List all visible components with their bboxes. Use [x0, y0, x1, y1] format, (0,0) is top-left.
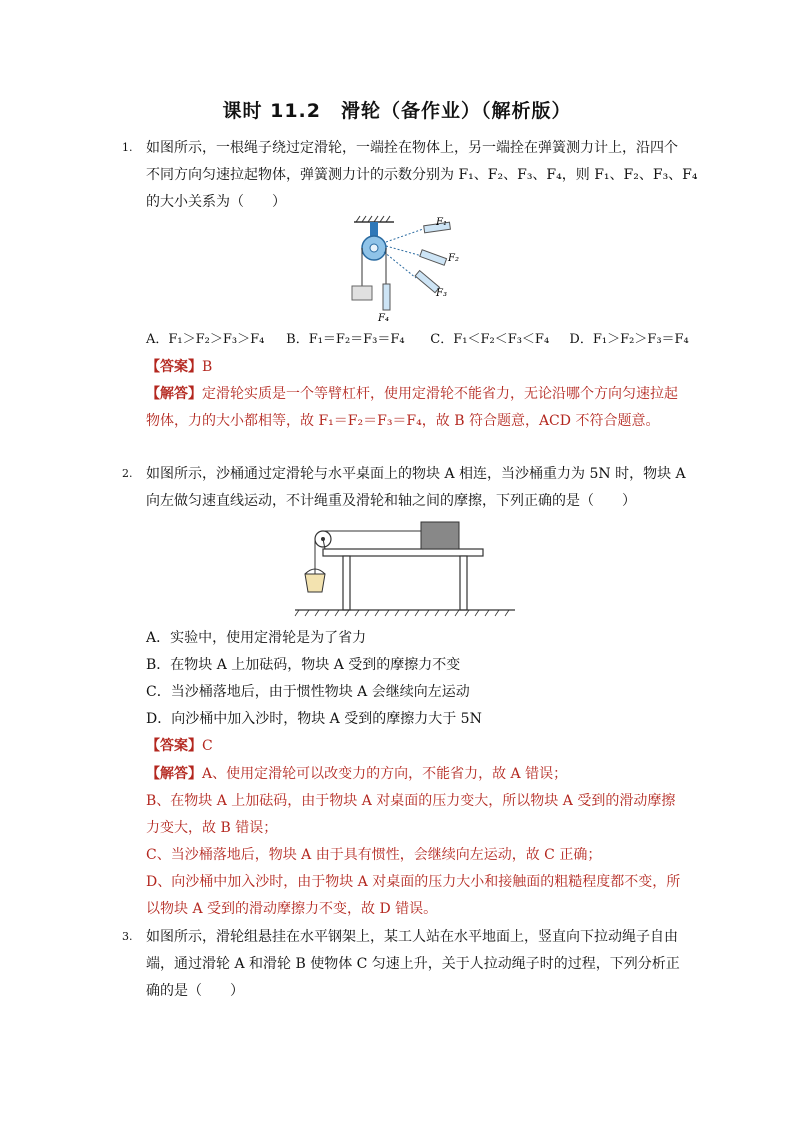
- q1-analysis: [146, 384, 678, 404]
- q1-options: [146, 330, 689, 350]
- page-title: 课时 11.2 滑轮（备作业）（解析版）: [222, 100, 572, 122]
- q1-line: 的大小关系为（ ）: [146, 194, 286, 210]
- q2-option-b[interactable]: B．在物块 A 上加砝码，物块 A 受到的摩擦力不变: [146, 657, 461, 673]
- q2-answer-value: C: [202, 738, 213, 754]
- q2-analysis-line: 力变大，故 B 错误；: [146, 820, 278, 836]
- q2-number: 2.: [122, 467, 133, 480]
- q1-option-b[interactable]: B．F₁＝F₂＝F₃＝F₄: [286, 332, 405, 347]
- q2-analysis-line: D、向沙桶中加入沙时，由于物块 A 对桌面的压力大小和接触面的粗糙程度都不变，所: [146, 874, 681, 890]
- answer-tag: 【答案】: [146, 738, 202, 754]
- q2-line: 如图所示，沙桶通过定滑轮与水平桌面上的物块 A 相连，当沙桶重力为 5N 时，物块 A: [146, 466, 686, 482]
- table-pulley-figure: [293, 518, 519, 618]
- q2-analysis-line: B、在物块 A 上加砝码，由于物块 A 对桌面的压力变大，所以物块 A 受到的滑动摩擦: [146, 793, 676, 809]
- q1-line: 不同方向匀速拉起物体，弹簧测力计的示数分别为 F₁、F₂、F₃、F₄，则 F₁、F₂、F₃、F₄: [146, 167, 698, 183]
- q1-option-c[interactable]: C．F₁＜F₂＜F₃＜F₄: [430, 332, 550, 347]
- q2-option-c[interactable]: C．当沙桶落地后，由于惯性物块 A 会继续向左运动: [146, 684, 470, 700]
- q2-option-a[interactable]: A．实验中，使用定滑轮是为了省力: [146, 630, 367, 646]
- q2-analysis-line: C、当沙桶落地后，物块 A 由于具有惯性，会继续向左运动，故 C 正确；: [146, 847, 602, 863]
- label-f3: F₃: [436, 288, 447, 299]
- q2-option-d[interactable]: D．向沙桶中加入沙时，物块 A 受到的摩擦力大于 5N: [146, 711, 482, 727]
- label-f4: F₄: [378, 313, 389, 324]
- q1-answer-value: B: [202, 359, 213, 375]
- q1-number: 1.: [122, 141, 133, 154]
- q1-analysis-line: 定滑轮实质是一个等臂杠杆，使用定滑轮不能省力，无论沿哪个方向匀速拉起: [202, 386, 678, 402]
- q1-option-d[interactable]: D．F₁＞F₂＞F₃＝F₄: [569, 332, 689, 347]
- q3-number: 3.: [122, 930, 133, 943]
- label-f1: F₁: [436, 217, 447, 228]
- q1-option-a[interactable]: A．F₁＞F₂＞F₃＞F₄: [146, 332, 265, 347]
- analysis-tag: 【解答】: [146, 766, 202, 782]
- q2-analysis-line: 以物块 A 受到的滑动摩擦力不变，故 D 错误。: [146, 901, 438, 917]
- q3-line: 端，通过滑轮 A 和滑轮 B 使物体 C 匀速上升，关于人拉动绳子时的过程，下列分析正: [146, 956, 680, 972]
- q2-analysis: [146, 764, 567, 784]
- q2-line: 向左做匀速直线运动，不计绳重及滑轮和轴之间的摩擦，下列正确的是（ ）: [146, 493, 636, 509]
- q2-answer: [146, 736, 213, 756]
- analysis-tag: 【解答】: [146, 386, 202, 402]
- q1-line: 如图所示，一根绳子绕过定滑轮，一端拴在物体上，另一端拴在弹簧测力计上，沿四个: [146, 140, 678, 156]
- q1-analysis-line: 物体，力的大小都相等，故 F₁＝F₂＝F₃＝F₄，故 B 符合题意，ACD 不符合题意。: [146, 413, 660, 429]
- fixed-pulley-figure: [340, 214, 480, 326]
- answer-tag: 【答案】: [146, 359, 202, 375]
- q2-analysis-line: A、使用定滑轮可以改变力的方向，不能省力，故 A 错误；: [202, 766, 568, 782]
- q1-answer: [146, 357, 212, 377]
- q3-line: 确的是（ ）: [146, 983, 244, 999]
- q3-line: 如图所示，滑轮组悬挂在水平钢架上，某工人站在水平地面上，竖直向下拉动绳子自由: [146, 929, 678, 945]
- label-f2: F₂: [448, 253, 459, 264]
